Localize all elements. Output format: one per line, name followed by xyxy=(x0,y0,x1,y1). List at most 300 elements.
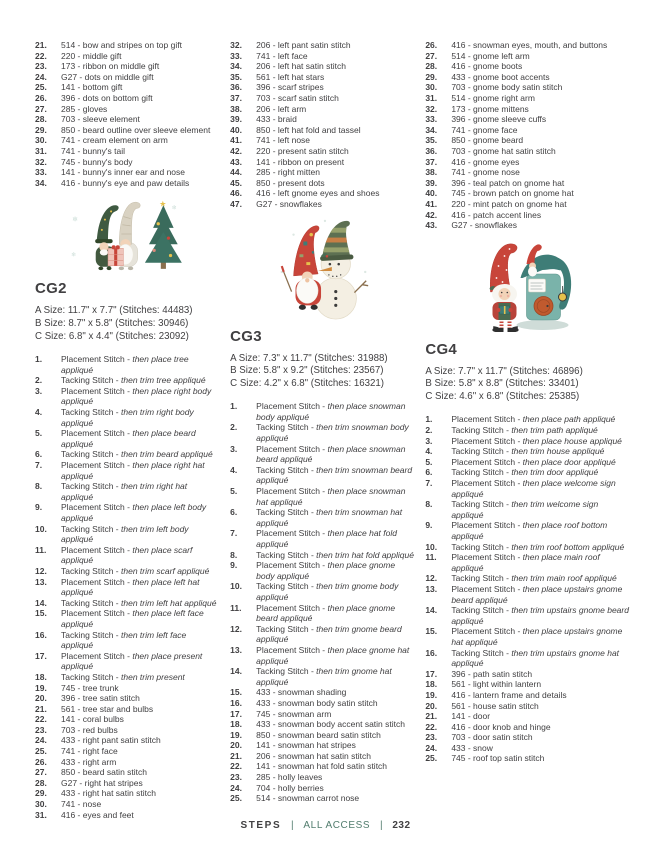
step-text: 173 - ribbon on middle gift xyxy=(61,61,160,72)
thread-list-row xyxy=(230,178,415,189)
step-stitch-label: Tacking Stitch - xyxy=(61,523,121,534)
step-number: 34. xyxy=(425,124,438,135)
step-number: 43. xyxy=(230,156,242,167)
thread-list-row xyxy=(35,82,220,93)
step-instruction: then trim gnome hat appliqué xyxy=(256,666,392,687)
step-instruction: then trim beard appliqué xyxy=(121,449,213,460)
step-text: 741 - bunny's tail xyxy=(61,145,125,156)
thread-list-row xyxy=(230,199,415,210)
step-instruction: then place present appliqué xyxy=(61,650,203,672)
step-number: 40. xyxy=(425,188,438,199)
step-stitch-label: Tacking Stitch - xyxy=(451,605,512,616)
step-stitch-label: 561 - light within lantern xyxy=(451,679,542,690)
step-text: 220 - mint patch on gnome hat xyxy=(451,198,567,209)
step-instruction: then place snowman hat appliqué xyxy=(256,486,406,507)
step-instruction: then place house appliqué xyxy=(522,435,622,446)
step-text xyxy=(61,481,220,502)
applique-step-row xyxy=(35,608,220,629)
thread-list-row xyxy=(230,72,415,83)
step-stitch-label: Tacking Stitch - xyxy=(451,541,512,552)
thread-list-row xyxy=(425,114,629,125)
step-text: 141 - bottom gift xyxy=(61,82,123,93)
thread-list-row xyxy=(35,72,220,83)
step-number: 11. xyxy=(230,602,242,613)
step-number: 9. xyxy=(230,560,238,571)
step-stitch-label: G27 - right hat stripes xyxy=(61,777,143,788)
step-text: 741 - gnome face xyxy=(451,124,518,135)
step-stitch-label: Tacking Stitch - xyxy=(61,565,121,576)
thread-list-row xyxy=(35,114,220,125)
thread-list-row xyxy=(230,135,415,146)
applique-step-row xyxy=(35,767,220,778)
step-text xyxy=(61,608,220,629)
step-number: 10. xyxy=(425,541,438,552)
step-number: 35. xyxy=(425,135,438,146)
step-text xyxy=(451,584,629,605)
step-text: 514 - gnome left arm xyxy=(451,50,530,61)
step-stitch-label: Tacking Stitch - xyxy=(451,425,512,436)
applique-step-row xyxy=(425,425,629,436)
step-number: 7. xyxy=(425,478,433,489)
applique-step-row xyxy=(425,457,629,468)
applique-step-row xyxy=(425,648,629,669)
step-text xyxy=(256,401,415,422)
applique-step-row xyxy=(230,783,415,794)
step-stitch-label: Placement Stitch - xyxy=(256,528,328,539)
step-number: 17. xyxy=(425,668,438,679)
step-text xyxy=(256,709,415,720)
applique-step-row xyxy=(35,630,220,651)
design-title-cg4: CG4 xyxy=(425,340,458,358)
thread-list-row xyxy=(425,125,629,136)
applique-step-row xyxy=(425,753,629,764)
size-info-cg4 xyxy=(425,366,629,404)
continued-thread-list-cg2 xyxy=(230,40,415,210)
applique-step-row xyxy=(230,772,415,783)
step-instruction: then trim path appliqué xyxy=(511,425,598,436)
thread-list-row xyxy=(230,61,415,72)
step-text xyxy=(61,788,220,799)
step-number: 34. xyxy=(35,177,47,188)
applique-step-row xyxy=(35,460,220,481)
applique-step-row xyxy=(35,524,220,545)
step-number: 28. xyxy=(425,61,438,72)
step-number: 21. xyxy=(35,40,47,50)
step-instruction: then trim left body appliqué xyxy=(61,523,189,545)
step-number: 42. xyxy=(230,145,242,156)
step-number: 18. xyxy=(425,679,438,690)
step-text: 396 - gnome sleeve cuffs xyxy=(451,114,547,125)
step-text xyxy=(61,767,220,778)
step-text xyxy=(451,701,629,712)
step-text xyxy=(256,783,415,794)
applique-step-row xyxy=(230,422,415,443)
step-stitch-label: Tacking Stitch - xyxy=(256,507,317,518)
step-text xyxy=(61,672,220,683)
step-instruction: then trim left face appliqué xyxy=(61,629,187,651)
step-instruction: then place left body appliqué xyxy=(61,502,207,523)
applique-step-row xyxy=(425,732,629,743)
step-text xyxy=(451,552,629,573)
step-stitch-label: Tacking Stitch - xyxy=(451,467,512,478)
step-number: 26. xyxy=(425,40,438,50)
step-number: 23. xyxy=(230,772,242,783)
applique-step-row xyxy=(425,605,629,626)
applique-step-row xyxy=(35,704,220,715)
step-instruction: then place upstairs gnome beard appliqué xyxy=(451,583,623,605)
step-number: 17. xyxy=(230,708,242,719)
step-text xyxy=(61,545,220,566)
step-instruction: then place hat fold appliqué xyxy=(256,528,397,549)
step-stitch-label: 285 - holly leaves xyxy=(256,772,323,783)
thread-list-row xyxy=(35,157,220,168)
step-number: 16. xyxy=(230,697,242,708)
applique-step-row xyxy=(230,486,415,507)
size-info-cg3 xyxy=(230,353,415,391)
step-number: 5. xyxy=(230,486,238,497)
step-number: 31. xyxy=(35,145,47,156)
svg-text:❄: ❄ xyxy=(171,204,177,212)
step-number: 46. xyxy=(230,188,242,199)
step-text xyxy=(61,354,220,375)
step-stitch-label: Placement Stitch - xyxy=(256,644,328,655)
thread-list-row xyxy=(425,220,629,231)
thread-list-row xyxy=(230,146,415,157)
step-stitch-label: 561 - tree star and bulbs xyxy=(61,703,154,714)
step-number: 1. xyxy=(230,401,238,412)
step-text: 703 - gnome hat satin stitch xyxy=(451,145,556,156)
step-text: 514 - bow and stripes on top gift xyxy=(61,40,182,50)
step-text: 703 - gnome body satin stitch xyxy=(451,82,563,93)
applique-step-row xyxy=(425,711,629,722)
step-text xyxy=(256,444,415,465)
step-instruction: then trim snowman hat appliqué xyxy=(256,507,403,528)
thread-list-row xyxy=(425,188,629,199)
step-stitch-label: 433 - right hat satin stitch xyxy=(61,788,156,799)
step-text xyxy=(451,605,629,626)
step-text xyxy=(61,704,220,715)
thread-list-row xyxy=(230,114,415,125)
step-text xyxy=(61,460,220,481)
step-text xyxy=(61,746,220,757)
step-number: 30. xyxy=(35,799,47,810)
applique-step-row xyxy=(35,778,220,789)
applique-step-row xyxy=(35,651,220,672)
step-number: 20. xyxy=(230,740,242,751)
step-text: 433 - gnome boot accents xyxy=(451,71,550,82)
step-number: 36. xyxy=(230,82,242,93)
thread-list-row xyxy=(35,178,220,189)
step-number: 12. xyxy=(230,623,242,634)
step-text xyxy=(61,407,220,428)
step-stitch-label: Tacking Stitch - xyxy=(61,629,121,640)
thread-list-row xyxy=(425,210,629,221)
applique-step-row xyxy=(425,414,629,425)
step-stitch-label: Placement Stitch - xyxy=(256,560,328,571)
applique-step-row xyxy=(35,598,220,609)
step-number: 19. xyxy=(425,689,438,700)
step-text xyxy=(256,486,415,507)
step-text: 141 - ribbon on present xyxy=(256,156,345,167)
step-number: 38. xyxy=(425,167,438,178)
step-stitch-label: Tacking Stitch - xyxy=(61,407,121,418)
thread-list-row xyxy=(425,178,629,189)
step-text xyxy=(256,528,415,549)
applique-step-row xyxy=(230,465,415,486)
step-number: 3. xyxy=(35,385,43,396)
step-instruction: then place right body appliqué xyxy=(61,385,212,407)
step-number: 2. xyxy=(35,375,43,386)
applique-step-row xyxy=(230,740,415,751)
thread-list-row xyxy=(35,135,220,146)
step-text: G27 - dots on middle gift xyxy=(61,71,154,82)
step-stitch-label: Tacking Stitch - xyxy=(256,581,317,592)
thread-list-row xyxy=(230,104,415,115)
cg4-illustration xyxy=(425,236,629,336)
applique-step-row xyxy=(425,478,629,499)
step-number: 29. xyxy=(35,788,47,799)
size-a: A Size: 7.7" x 11.7" (Stitches: 46896) xyxy=(425,365,583,377)
footer-page-number: 232 xyxy=(392,820,411,831)
step-stitch-label: Tacking Stitch - xyxy=(61,481,121,492)
step-instruction: then trim upstairs gnome hat appliqué xyxy=(451,647,620,669)
step-text: 850 - beard outline over sleeve element xyxy=(61,124,211,135)
applique-step-row xyxy=(425,722,629,733)
step-instruction: then place left face appliqué xyxy=(61,608,204,629)
step-stitch-label: Placement Stitch - xyxy=(61,385,133,396)
column-cg4 xyxy=(425,40,629,820)
step-stitch-label: 745 - snowman arm xyxy=(256,708,332,719)
step-number: 38. xyxy=(230,103,242,114)
step-number: 2. xyxy=(230,422,238,433)
step-text xyxy=(61,735,220,746)
step-text xyxy=(61,810,220,821)
step-stitch-label: 850 - snowman beard satin stitch xyxy=(256,729,381,740)
footer-steps-label: STEPS xyxy=(240,820,282,831)
applique-step-row xyxy=(425,626,629,647)
size-c: C Size: 4.6" x 6.8" (Stitches: 25385) xyxy=(425,390,580,402)
step-text xyxy=(256,507,415,528)
step-stitch-label: Tacking Stitch - xyxy=(451,446,512,457)
applique-step-row xyxy=(35,354,220,375)
applique-step-row xyxy=(35,577,220,598)
step-number: 32. xyxy=(35,156,47,167)
step-number: 13. xyxy=(35,576,47,587)
elf-gnome-house-image xyxy=(473,236,581,336)
step-number: 39. xyxy=(425,177,438,188)
step-stitch-label: 433 - right arm xyxy=(61,756,117,767)
step-number: 24. xyxy=(35,735,47,746)
step-text: 416 - patch accent lines xyxy=(451,209,542,220)
step-instruction: then trim house appliqué xyxy=(511,446,605,457)
step-number: 15. xyxy=(35,608,47,619)
step-stitch-label: Tacking Stitch - xyxy=(451,499,512,510)
thread-list-row xyxy=(425,93,629,104)
step-text: 850 - gnome beard xyxy=(451,135,524,146)
step-stitch-label: 703 - red bulbs xyxy=(61,724,118,735)
thread-list-row xyxy=(35,61,220,72)
step-stitch-label: Placement Stitch - xyxy=(61,460,133,471)
step-number: 36. xyxy=(425,145,438,156)
step-stitch-label: Tacking Stitch - xyxy=(451,573,512,584)
applique-step-row xyxy=(425,467,629,478)
applique-step-row xyxy=(425,690,629,701)
step-number: 27. xyxy=(35,103,47,114)
step-number: 43. xyxy=(425,220,438,231)
step-instruction: then trim hat fold appliqué xyxy=(316,549,414,560)
step-instruction: then trim present xyxy=(121,671,185,682)
step-number: 9. xyxy=(425,520,433,531)
applique-step-row xyxy=(230,624,415,645)
gnome-and-snowman-image xyxy=(273,215,373,323)
step-number: 4. xyxy=(35,407,43,418)
step-number: 39. xyxy=(230,114,242,125)
step-stitch-label: 561 - house satin stitch xyxy=(451,700,539,711)
applique-step-row xyxy=(230,560,415,581)
step-stitch-label: 396 - path satin stitch xyxy=(451,668,533,679)
step-stitch-label: Tacking Stitch - xyxy=(256,623,317,634)
step-text xyxy=(451,520,629,541)
step-instruction: then place snowman body appliqué xyxy=(256,401,406,422)
step-text xyxy=(61,693,220,704)
size-a: A Size: 11.7" x 7.7" (Stitches: 44483) xyxy=(35,305,193,317)
applique-step-row xyxy=(35,757,220,768)
step-stitch-label: 433 - snowman body satin stitch xyxy=(256,697,378,708)
step-stitch-label: Placement Stitch - xyxy=(451,478,523,489)
step-text xyxy=(61,651,220,672)
applique-step-row xyxy=(35,428,220,449)
applique-step-row xyxy=(425,584,629,605)
thread-list-row xyxy=(230,93,415,104)
step-text xyxy=(451,669,629,680)
applique-step-row xyxy=(425,436,629,447)
thread-list-row xyxy=(230,157,415,168)
step-stitch-label: 141 - door xyxy=(451,711,491,722)
step-number: 47. xyxy=(230,198,242,209)
thread-list-row xyxy=(35,40,220,51)
thread-list-row xyxy=(35,167,220,178)
applique-step-row xyxy=(230,761,415,772)
thread-list-row xyxy=(35,146,220,157)
step-stitch-label: 141 - snowman hat stripes xyxy=(256,740,356,751)
step-number: 1. xyxy=(35,354,43,365)
step-instruction: then place snowman beard appliqué xyxy=(256,443,406,465)
step-number: 25. xyxy=(35,82,47,93)
step-number: 18. xyxy=(230,719,242,730)
continued-thread-list-cg3 xyxy=(425,40,629,231)
step-number: 20. xyxy=(425,700,438,711)
step-text xyxy=(256,772,415,783)
step-stitch-label: 206 - snowman hat satin stitch xyxy=(256,750,371,761)
size-a: A Size: 7.3" x 11.7" (Stitches: 31988) xyxy=(230,352,388,364)
step-instruction: then trim snowman beard appliqué xyxy=(256,464,413,486)
step-text: G27 - snowflakes xyxy=(256,198,322,209)
step-text: 396 - scarf stripes xyxy=(256,82,324,93)
step-instruction: then trim left hat appliqué xyxy=(121,597,217,608)
applique-step-row xyxy=(35,788,220,799)
step-number: 14. xyxy=(425,605,438,616)
step-stitch-label: Tacking Stitch - xyxy=(61,671,121,682)
step-text: 396 - dots on bottom gift xyxy=(61,92,153,103)
applique-steps-cg2 xyxy=(35,354,220,820)
applique-step-row xyxy=(35,746,220,757)
step-number: 20. xyxy=(35,693,47,704)
step-text: 285 - gloves xyxy=(61,103,108,114)
applique-step-row xyxy=(35,375,220,386)
thread-list-row xyxy=(425,146,629,157)
applique-step-row xyxy=(425,573,629,584)
step-number: 21. xyxy=(425,711,438,722)
applique-step-row xyxy=(425,701,629,712)
step-number: 21. xyxy=(230,750,242,761)
thread-list-row xyxy=(425,104,629,115)
step-instruction: then trim roof bottom appliqué xyxy=(511,541,625,552)
cg3-illustration xyxy=(230,215,415,323)
step-number: 8. xyxy=(230,549,238,560)
step-instruction: then place main roof appliqué xyxy=(451,552,600,573)
step-text xyxy=(61,598,220,609)
step-text xyxy=(256,422,415,443)
step-text xyxy=(256,740,415,751)
step-instruction: then place right hat appliqué xyxy=(61,460,205,481)
step-number: 29. xyxy=(35,124,47,135)
step-number: 4. xyxy=(425,446,433,457)
step-stitch-label: Tacking Stitch - xyxy=(256,666,317,677)
step-number: 11. xyxy=(35,544,47,555)
thread-list-row xyxy=(425,157,629,168)
thread-list-row xyxy=(230,125,415,136)
step-number: 8. xyxy=(35,481,43,492)
step-text xyxy=(451,711,629,722)
step-number: 28. xyxy=(35,777,47,788)
step-number: 27. xyxy=(425,50,438,61)
applique-step-row xyxy=(35,693,220,704)
step-number: 21. xyxy=(35,703,47,714)
step-number: 12. xyxy=(35,565,47,576)
step-number: 29. xyxy=(425,71,438,82)
applique-step-row xyxy=(230,698,415,709)
thread-list-row xyxy=(35,104,220,115)
applique-step-row xyxy=(35,545,220,566)
step-number: 23. xyxy=(35,724,47,735)
step-stitch-label: 141 - coral bulbs xyxy=(61,714,124,725)
step-number: 40. xyxy=(230,124,242,135)
step-instruction: then place tree appliqué xyxy=(61,354,189,375)
step-text xyxy=(451,732,629,743)
step-text: 741 - left face xyxy=(256,50,308,61)
applique-step-row xyxy=(230,666,415,687)
applique-step-row xyxy=(425,520,629,541)
step-number: 5. xyxy=(35,428,43,439)
step-instruction: then trim scarf appliqué xyxy=(121,565,210,576)
step-text: 416 - snowman eyes, mouth, and buttons xyxy=(451,40,608,50)
thread-list-row xyxy=(230,82,415,93)
step-stitch-label: Placement Stitch - xyxy=(61,428,133,439)
step-text xyxy=(451,753,629,764)
step-number: 41. xyxy=(230,135,242,146)
step-number: 13. xyxy=(230,644,242,655)
thread-list-row xyxy=(425,82,629,93)
step-number: 22. xyxy=(230,761,242,772)
step-stitch-label: 703 - door satin stitch xyxy=(451,732,533,743)
step-stitch-label: Placement Stitch - xyxy=(256,401,328,412)
thread-list-row xyxy=(35,51,220,62)
applique-step-row xyxy=(230,793,415,804)
step-text xyxy=(256,465,415,486)
step-number: 10. xyxy=(35,523,47,534)
step-number: 7. xyxy=(230,528,238,539)
step-text xyxy=(256,603,415,624)
